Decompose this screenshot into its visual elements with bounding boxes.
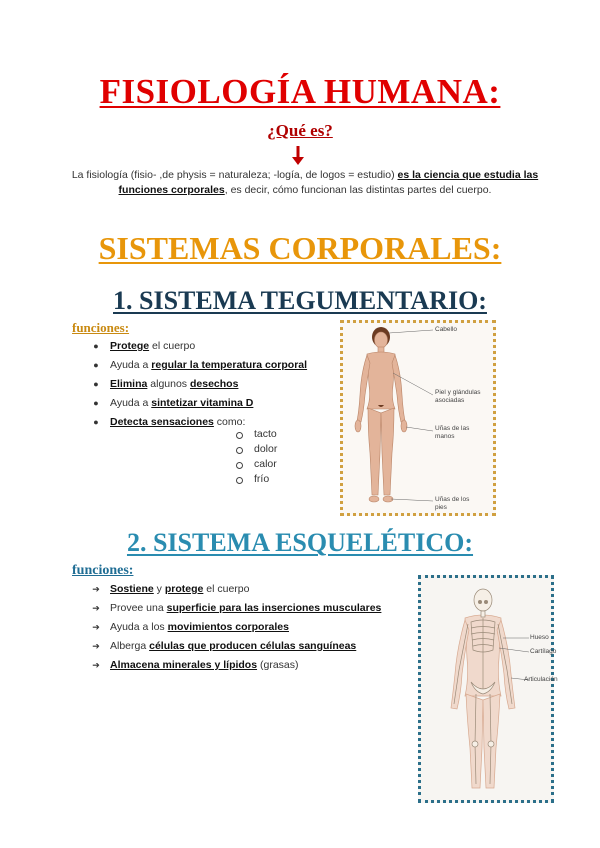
definition-part1: La fisiología (fisio- ,de physis = naturaleza; -logía, de logos = estudio) (71, 169, 398, 181)
list-item: ➔ Ayuda a los movimientos corporales (90, 618, 410, 637)
human-body-illustration (343, 323, 493, 513)
circle-bullet-icon (236, 447, 243, 454)
label-piel: Piel y glándulas asociadas (435, 389, 481, 404)
esqueletico-heading: 2. SISTEMA ESQUELÉTICO: (126, 528, 474, 557)
list-item: ➔ Almacena minerales y lípidos (grasas) (90, 656, 410, 675)
integumentary-figure (340, 320, 496, 516)
tegumentario-funciones-label: funciones: (72, 320, 130, 335)
skeletal-figure (418, 575, 558, 803)
definition-text (70, 168, 540, 198)
list-item: ● Protege el cuerpo (90, 337, 340, 356)
list-item: ➔ Provee una superficie para las inserciones musculares (90, 599, 410, 618)
bullet-icon: ● (93, 398, 99, 408)
skeleton-illustration (421, 578, 551, 800)
arrow-right-icon: ➔ (92, 622, 100, 632)
esqueletico-list (90, 580, 410, 675)
label-cartilago: Cartílago (530, 648, 557, 655)
bullet-icon: ● (93, 379, 99, 389)
circle-bullet-icon (236, 462, 243, 469)
label-unas-manos: Uñas de las manos (435, 425, 470, 440)
list-item: calor (236, 457, 316, 472)
label-cabello: Cabello (435, 326, 458, 333)
sensaciones-list (236, 427, 316, 487)
circle-bullet-icon (236, 477, 243, 484)
page-title: FISIOLOGÍA HUMANA: (99, 72, 501, 111)
label-articulacion: Articulación (524, 676, 558, 683)
arrow-right-icon: ➔ (92, 603, 100, 613)
definition-highlight: es la ciencia que estudia las funciones corporales (118, 169, 539, 196)
list-item: ➔ Alberga células que producen células sanguíneas (90, 637, 410, 656)
list-item: ● Elimina algunos desechos (90, 375, 340, 394)
arrow-right-icon: ➔ (92, 641, 100, 651)
label-hueso: Hueso (530, 634, 549, 641)
question-heading: ¿Qué es? (267, 121, 333, 140)
section-title: SISTEMAS CORPORALES: (98, 230, 502, 266)
label-unas-pies: Uñas de los pies (435, 496, 470, 511)
list-item: tacto (236, 427, 316, 442)
bullet-icon: ● (93, 417, 99, 427)
list-item: dolor (236, 442, 316, 457)
arrow-down-icon (291, 146, 305, 166)
arrow-right-icon: ➔ (92, 660, 100, 670)
esqueletico-funciones-label: funciones: (72, 563, 134, 578)
list-item: ● Detecta sensaciones como: (90, 413, 340, 432)
tegumentario-heading: 1. SISTEMA TEGUMENTARIO: (113, 286, 487, 315)
arrow-right-icon: ➔ (92, 584, 100, 594)
definition-part2: , es decir, cómo funcionan las distintas partes del cuerpo. (224, 184, 492, 196)
bullet-icon: ● (93, 341, 99, 351)
list-item: ➔ Sostiene y protege el cuerpo (90, 580, 410, 599)
list-item: ● Ayuda a sintetizar vitamina D (90, 394, 340, 413)
list-item: ● Ayuda a regular la temperatura corporal (90, 356, 340, 375)
tegumentario-list (90, 337, 340, 432)
list-item: frío (236, 472, 316, 487)
bullet-icon: ● (93, 360, 99, 370)
circle-bullet-icon (236, 432, 243, 439)
